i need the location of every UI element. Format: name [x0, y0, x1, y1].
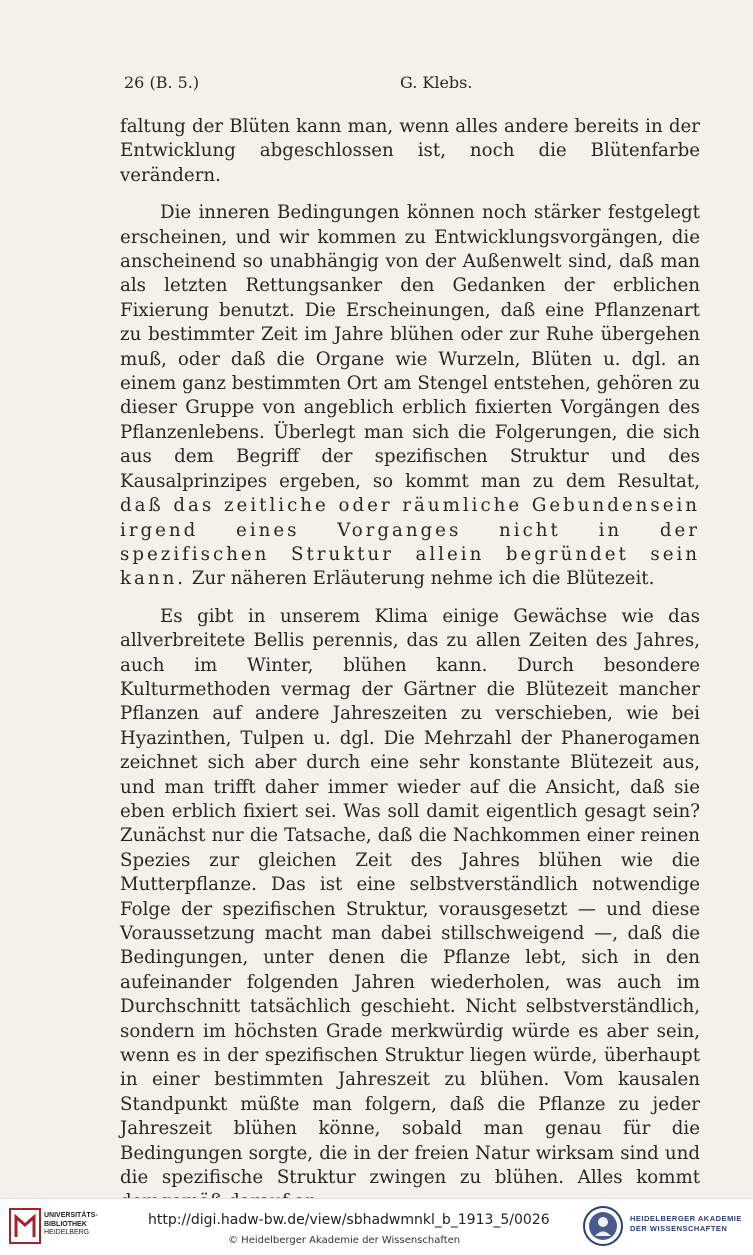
- library-name: UNIVERSITÄTS- BIBLIOTHEK HEIDELBERG: [44, 1212, 98, 1236]
- academy-seal-icon: [582, 1205, 624, 1247]
- paragraph-2-emphasis: daß das zeitliche oder räumliche Gebundensein irgend eines Vorganges nicht in der spezifischen Struktur allein begründet sein kann.: [120, 495, 700, 590]
- paragraph-3: Es gibt in unserem Klima einige Gewächse wie das allverbreitete Bellis perennis, das zu allen Zeiten des Jahres, auch im Winter, blühen kann. Durch besondere Kulturmethoden vermag der Gärtner die Blütezeit mancher Pflanzen auf andere Jahreszeiten zu verschieben, wie bei Hyazinthen, Tulpen u. dgl. Die Mehrzahl der Phanerogamen zeichnet sich aber durch eine sehr konstante Blütezeit aus, und man trifft daher immer wieder auf die Ansicht, daß sie eben erblich fixiert sei. Was soll damit eigentlich gesagt sein? Zunächst nur die Tatsache, daß die Nachkommen einer reinen Spezies zur gleichen Zeit des Jahres blühen wie die Mutterpflanze. Das ist eine selbstverständlich notwendige Folge der spezifischen Struktur, vorausgesetzt — und diese Voraussetzung macht man dabei stillschweigend —, daß die Bedingungen, unter denen die Pflanze lebt, sich in den aufeinander folgenden Jahren wiederholen, was auch im Durchschnitt tatsächlich geschieht. Nicht selbstverständlich, sondern im höchsten Grade merkwürdig würde es aber sein, wenn es in der spezifischen Struktur liegen würde, überhaupt in einer bestimmten Jahreszeit zu blühen. Vom kausalen Standpunkt müßte man folgern, daß die Pflanze zu jeder Jahreszeit blühen könne, sobald man genau für die Bedingungen sorgte, die in der freien Natur wirksam sind und die spezifische Struktur zwingen zu blühen. Alles kommt: [120, 605, 700, 1189]
- permalink-url[interactable]: http://digi.hadw-bw.de/view/sbhadwmnkl_b_1913_5/0026: [148, 1212, 550, 1228]
- library-logo-icon: [8, 1207, 42, 1245]
- academy-name: HEIDELBERGER AKADEMIE DER WISSENSCHAFTEN: [630, 1214, 742, 1233]
- paragraph-2-part-a: Die inneren Bedingungen können noch stärker festgelegt erscheinen, und wir kommen zu Entwicklungsvorgängen, die anscheinend so unabhängig von der Außenwelt sind, daß man als letzten Rettungsanker den Gedanken der erblichen Fixierung benutzt. Die Erscheinungen, daß eine Pflanzenart zu bestimmter Zeit im Jahre blühen oder zur Ruhe übergehen muß, oder daß die Organe wie Wurzeln, Blüten u. dgl. an einem ganz bestimmten Ort am Stengel entstehen, gehören zu dieser Gruppe von angeblich erblich fixierten Vorgängen des Pflanzenlebens. Überlegt man sich die Folgerungen, die sich aus dem Begriff der spezifischen Struktur und des Kausalprinzipes ergeben, so kommt man zu dem Resultat,: [120, 202, 700, 492]
- copyright-notice: © Heidelberger Akademie der Wissenschaften: [228, 1235, 461, 1246]
- paragraph-2: [120, 201, 700, 592]
- author-name: G. Klebs.: [400, 73, 473, 92]
- paragraph-2-part-b: Zur näheren Erläuterung nehme ich die Blütezeit.: [191, 568, 655, 590]
- viewer-footer: [0, 1198, 753, 1255]
- running-header: [120, 73, 700, 97]
- paragraph-1: faltung der Blüten kann man, wenn alles andere bereits in der Entwicklung abgeschlossen ist, noch die Blütenfarbe verändern.: [120, 116, 700, 186]
- body-text: [120, 115, 700, 1215]
- page-label: 26 (B. 5.): [124, 73, 200, 92]
